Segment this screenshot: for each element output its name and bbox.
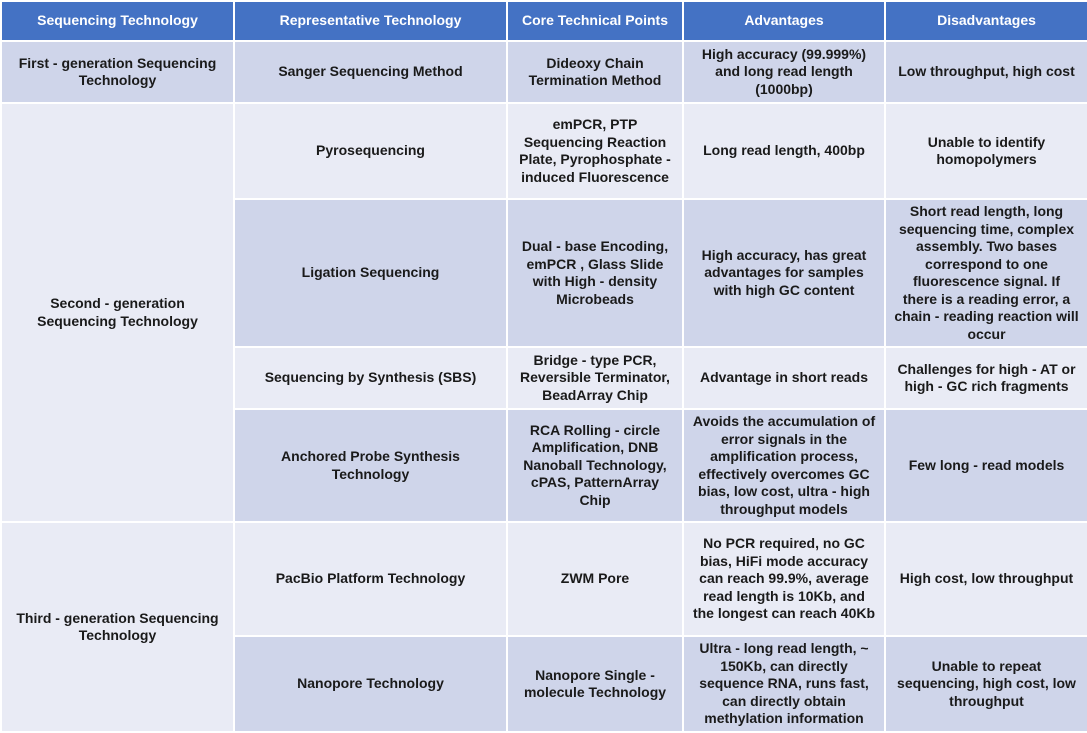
- header-disadvantages: Disadvantages: [885, 1, 1087, 41]
- header-row: [1, 1, 1087, 41]
- header-advantages: Advantages: [683, 1, 885, 41]
- core-technical-points-cell: ZWM Pore: [507, 522, 683, 636]
- advantages-cell: Advantage in short reads: [683, 347, 885, 409]
- header-sequencing-technology: Sequencing Technology: [1, 1, 234, 41]
- core-technical-points-cell: Nanopore Single - molecule Technology: [507, 636, 683, 732]
- advantages-cell: Avoids the accumulation of error signals in the amplification process, effectively overcomes GC bias, low cost, ultra - high throughput models: [683, 409, 885, 522]
- generation-cell-first: First - generation Sequencing Technology: [1, 41, 234, 103]
- representative-technology-cell: Nanopore Technology: [234, 636, 507, 732]
- core-technical-points-cell: emPCR, PTP Sequencing Reaction Plate, Pyrophosphate - induced Fluorescence: [507, 103, 683, 199]
- core-technical-points-cell: Bridge - type PCR, Reversible Terminator, BeadArray Chip: [507, 347, 683, 409]
- table-row: [1, 522, 1087, 636]
- advantages-cell: No PCR required, no GC bias, HiFi mode accuracy can reach 99.9%, average read length is 10Kb, and the longest can reach 40Kb: [683, 522, 885, 636]
- disadvantages-cell: Challenges for high - AT or high - GC rich fragments: [885, 347, 1087, 409]
- core-technical-points-cell: Dideoxy Chain Termination Method: [507, 41, 683, 103]
- representative-technology-cell: Sanger Sequencing Method: [234, 41, 507, 103]
- representative-technology-cell: Anchored Probe Synthesis Technology: [234, 409, 507, 522]
- table-row: [1, 41, 1087, 103]
- representative-technology-cell: Sequencing by Synthesis (SBS): [234, 347, 507, 409]
- advantages-cell: High accuracy (99.999%) and long read length (1000bp): [683, 41, 885, 103]
- disadvantages-cell: Unable to identify homopolymers: [885, 103, 1087, 199]
- disadvantages-cell: Low throughput, high cost: [885, 41, 1087, 103]
- generation-cell-second: Second - generation Sequencing Technology: [1, 103, 234, 522]
- table-row: [1, 103, 1087, 199]
- advantages-cell: Ultra - long read length, ~ 150Kb, can directly sequence RNA, runs fast, can directly obtain methylation information: [683, 636, 885, 732]
- header-representative-technology: Representative Technology: [234, 1, 507, 41]
- representative-technology-cell: Pyrosequencing: [234, 103, 507, 199]
- advantages-cell: High accuracy, has great advantages for samples with high GC content: [683, 199, 885, 347]
- core-technical-points-cell: Dual - base Encoding, emPCR , Glass Slide with High - density Microbeads: [507, 199, 683, 347]
- header-core-technical-points: Core Technical Points: [507, 1, 683, 41]
- representative-technology-cell: PacBio Platform Technology: [234, 522, 507, 636]
- disadvantages-cell: Few long - read models: [885, 409, 1087, 522]
- advantages-cell: Long read length, 400bp: [683, 103, 885, 199]
- disadvantages-cell: Unable to repeat sequencing, high cost, low throughput: [885, 636, 1087, 732]
- disadvantages-cell: High cost, low throughput: [885, 522, 1087, 636]
- disadvantages-cell: Short read length, long sequencing time, complex assembly. Two bases correspond to one fluorescence signal. If there is a reading error, a chain - reading reaction will occur: [885, 199, 1087, 347]
- core-technical-points-cell: RCA Rolling - circle Amplification, DNB Nanoball Technology, cPAS, PatternArray Chip: [507, 409, 683, 522]
- representative-technology-cell: Ligation Sequencing: [234, 199, 507, 347]
- generation-cell-third: Third - generation Sequencing Technology: [1, 522, 234, 732]
